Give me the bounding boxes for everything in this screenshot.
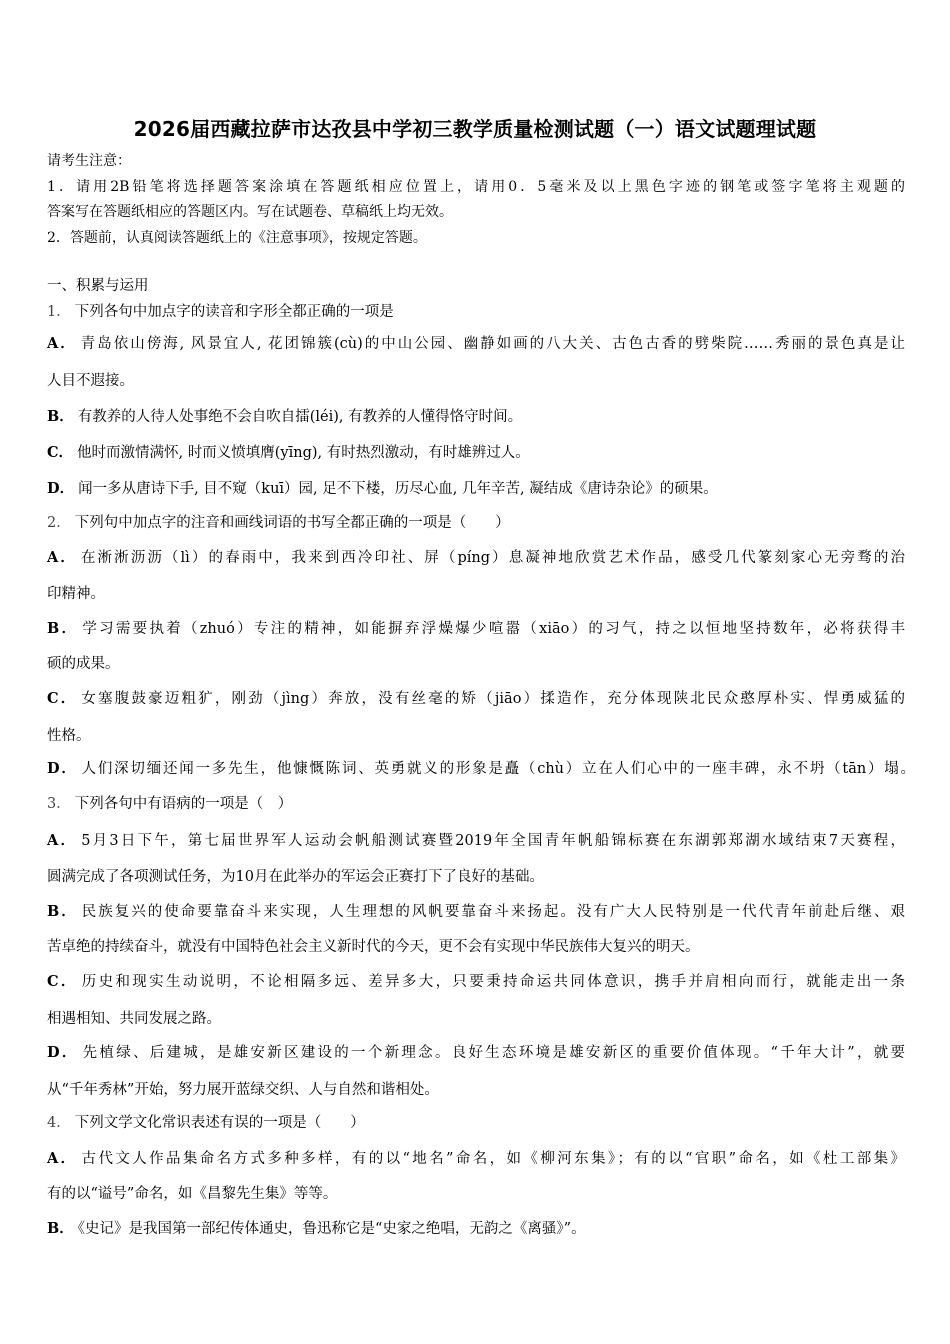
option-text: 历史和现实生动说明，不论相隔多远、差异多大，只要秉持命运共同体意识，携手并肩相向而行，就能走出一条	[81, 974, 906, 990]
option-label: C．	[47, 444, 74, 461]
option-label: D．	[47, 760, 78, 777]
option-text-cont: 从“千年秀林”开始，努力展开蓝绿交织、人与自然和谐相处。	[47, 1082, 439, 1098]
option-text-cont: 圆满完成了各项测试任务，为10月在此举办的军运会正赛打下了良好的基础。	[47, 869, 544, 885]
option-c	[47, 443, 905, 463]
question-stem	[47, 513, 905, 533]
option-text-cont: 人目不遐接。	[47, 373, 134, 389]
document-title: 2026届西藏拉萨市达孜县中学初三教学质量检测试题（一）语文试题理试题	[133, 117, 817, 141]
notice-item: 2．答题前，认真阅读答题纸上的《注意事项》，按规定答题。	[47, 230, 427, 246]
option-a	[47, 831, 905, 851]
option-d	[47, 479, 905, 499]
option-label: A．	[47, 549, 77, 566]
option-label: C．	[47, 973, 78, 990]
option-label: D．	[47, 480, 75, 497]
option-c	[47, 689, 905, 709]
question-number: 4．	[47, 1115, 71, 1131]
option-text: 女塞腹鼓豪迈粗犷，刚劲（jìng）奔放，没有丝毫的矫（jiāo）揉造作，充分体现陕北民众憨厚朴实、悍勇威猛的	[81, 691, 905, 707]
option-text: 他时而激情满怀, 时而义愤填膺(yīng), 有时热烈激动，有时雄辨过人。	[77, 445, 530, 461]
option-text-cont: 相遇相知、共同发展之路。	[47, 1011, 221, 1027]
notice-item: 1．请用2B铅笔将选择题答案涂填在答题纸相应位置上，请用0．5毫米及以上黑色字迹的钢笔或签字笔将主观题的	[47, 179, 905, 195]
option-label: B．	[47, 620, 79, 637]
question-stem	[47, 1113, 905, 1133]
question-text: 下列各句中加点字的读音和字形全都正确的一项是	[74, 304, 394, 320]
question-number: 1．	[47, 304, 71, 320]
option-a	[47, 548, 905, 568]
option-label: A．	[47, 335, 77, 352]
option-label: A．	[47, 832, 78, 849]
option-d	[47, 1043, 905, 1063]
question-stem	[47, 794, 905, 814]
question-text: 下列句中加点字的注音和画线词语的书写全都正确的一项是（ ）	[74, 515, 510, 531]
option-text: 古代文人作品集命名方式多种多样，有的以“地名”命名，如《柳河东集》；有的以“官职”命名，如《杜工部集》	[81, 1151, 905, 1167]
option-text-cont: 有的以“谥号”命名，如《昌黎先生集》等等。	[47, 1186, 338, 1202]
option-label: B．	[47, 1220, 74, 1237]
option-label: A．	[47, 1150, 78, 1167]
option-text-cont: 印精神。	[47, 586, 105, 602]
option-label: D．	[47, 1044, 79, 1061]
option-text: 人们深切缅还闻一多先生，他慷慨陈词、英勇就义的形象是矗（chù）立在人们心中的一座丰碑，永不坍（tān）塌。	[81, 761, 915, 777]
option-text-cont: 性格。	[47, 728, 91, 744]
option-text: 学习需要执着（zhuó）专注的精神，如能摒弃浮燥爆少喧嚣（xiāo）的习气，持之以恒地坚持数年，必将获得丰	[82, 621, 905, 637]
notice-heading: 请考生注意：	[47, 153, 131, 169]
option-text-cont: 硕的成果。	[47, 656, 120, 672]
section-heading: 一、积累与运用	[47, 278, 149, 294]
option-b	[47, 619, 905, 639]
option-text: 《史记》是我国第一部纪传体通史，鲁迅称它是“史家之绝唱，无韵之《离骚》”。	[77, 1221, 586, 1237]
option-b	[47, 407, 905, 427]
option-text: 民族复兴的使命要靠奋斗来实现，人生理想的风帆要靠奋斗来扬起。没有广大人民特别是一代代青年前赴后继、艰	[81, 904, 905, 920]
option-text: 有教养的人待人处事绝不会自吹自擂(léi), 有教养的人懂得恪守时间。	[77, 409, 523, 425]
option-text: 青岛依山傍海, 风景宜人, 花团锦簇(cù)的中山公园、幽静如画的八大关、古色古香的劈柴院……秀丽的景色真是让	[80, 336, 905, 352]
option-text: 先植绿、后建城，是雄安新区建设的一个新理念。良好生态环境是雄安新区的重要价值体现。“千年大计”，就要	[82, 1045, 906, 1061]
option-d	[47, 759, 915, 779]
option-label: B．	[47, 903, 78, 920]
question-stem	[47, 302, 905, 322]
option-a	[47, 334, 905, 354]
option-b	[47, 1219, 905, 1239]
question-number: 2．	[47, 515, 71, 531]
option-text: 在淅淅沥沥（lì）的春雨中，我来到西冷印社、屏（píng）息凝神地欣赏艺术作品，感受几代篆刻家心无旁骛的治	[80, 550, 905, 566]
question-number: 3．	[47, 796, 71, 812]
question-text: 下列各句中有语病的一项是（ ）	[74, 796, 293, 812]
notice-item: 答案写在答题纸相应的答题区内。写在试题卷、草稿纸上均无效。	[47, 204, 453, 220]
option-text-cont: 苦卓绝的持续奋斗，就没有中国特色社会主义新时代的今天，更不会有实现中华民族伟大复兴的明天。	[47, 939, 700, 955]
option-label: C．	[47, 690, 78, 707]
option-a	[47, 1149, 905, 1169]
option-text: 闻一多从唐诗下手, 目不窥（kuī）园, 足不下楼，历尽心血, 几年辛苦, 凝结成《唐诗杂论》的硕果。	[78, 481, 718, 497]
question-text: 下列文学文化常识表述有误的一项是（ ）	[74, 1115, 365, 1131]
option-c	[47, 972, 905, 992]
option-text: 5月3日下午，第七届世界军人运动会帆船测试赛暨2019年全国青年帆船锦标赛在东湖郭郑湖水域结束7天赛程，	[81, 833, 905, 849]
option-label: B．	[47, 408, 74, 425]
option-b	[47, 902, 905, 922]
